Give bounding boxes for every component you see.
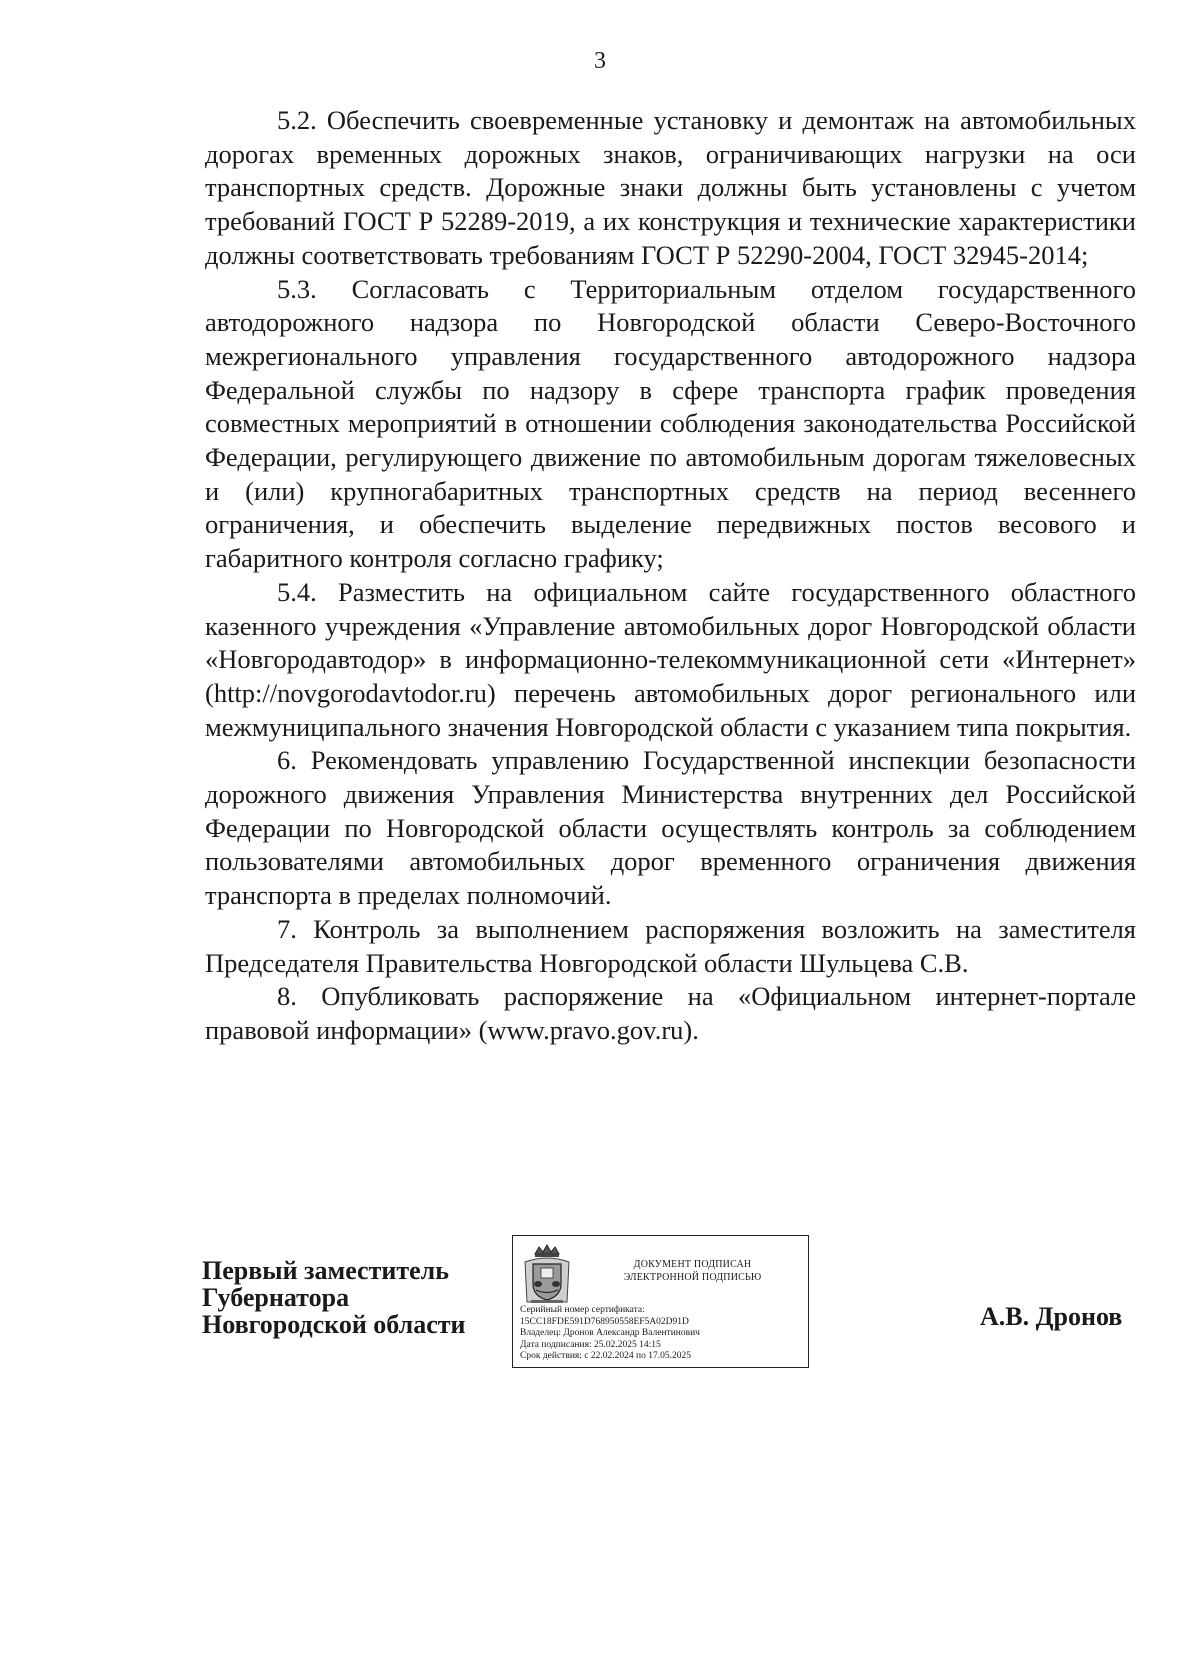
signatory-title-line: Губернатора xyxy=(202,1283,350,1312)
signatory-title-line: Первый заместитель xyxy=(202,1256,449,1285)
stamp-cert-serial: 15CC18FDE591D768950558EF5A02D91D xyxy=(520,1316,689,1327)
stamp-details xyxy=(520,1305,805,1363)
signatory-title xyxy=(202,1257,466,1338)
stamp-signed-date: Дата подписания: 25.02.2025 14:15 xyxy=(520,1339,661,1350)
paragraph-6: 6. Рекомендовать управлению Государственной инспекции безопасности дорожного движения Управления Министерства внутренних дел Российской Федерации по Новгородской области осуществлять контроль за соблюдением пользователями автомобильных дорог временного ограничения движения транспорта в пределах полномочий. xyxy=(205,745,1136,911)
page-number: 3 xyxy=(594,48,606,74)
signatory-name: А.В. Дронов xyxy=(980,1302,1123,1331)
signatory-title-line: Новгородской области xyxy=(202,1310,466,1339)
stamp-validity: Срок действия: с 22.02.2024 по 17.05.2025 xyxy=(520,1351,691,1361)
paragraph-7: 7. Контроль за выполнением распоряжения возложить на заместителя Председателя Правительства Новгородской области Шульцева С.В. xyxy=(205,913,1136,978)
paragraph-8: 8. Опубликовать распоряжение на «Официальном интернет-портале правовой информации» (www.pravo.gov.ru). xyxy=(205,981,1136,1045)
stamp-owner: Владелец: Дронов Александр Валентинович xyxy=(520,1328,700,1338)
paragraph-5-3: 5.3. Согласовать с Территориальным отделом государственного автодорожного надзора по Новгородской области Северо-Восточного межрегионального управления государственного автодорожного надзора Федеральной службы по надзору в сфере транспорта график проведения совместных мероприятий в отношении соблюдения законодательства Российской Федерации, регулирующего движение по автомобильным дорогам тяжеловесных и (или) крупногабаритных транспортных средств на период весеннего ограничения, и обеспечить выделение передвижных постов весового и габаритного контроля согласно графику; xyxy=(205,273,1136,574)
document-body xyxy=(205,104,1136,1048)
stamp-header xyxy=(585,1259,800,1284)
stamp-header-line: ДОКУМЕНТ ПОДПИСАН xyxy=(633,1259,752,1270)
novgorod-coat-of-arms-icon xyxy=(521,1244,573,1306)
electronic-signature-stamp xyxy=(512,1235,809,1368)
stamp-header-line: ЭЛЕКТРОННОЙ ПОДПИСЬЮ xyxy=(623,1271,762,1283)
paragraph-5-2: 5.2. Обеспечить своевременные установку и демонтаж на автомобильных дорогах временных дорожных знаков, ограничивающих нагрузки на оси транспортных средств. Дорожные знаки должны быть установлены с учетом требований ГОСТ Р 52289-2019, а их конструкция и технические характеристики должны соответствовать требованиям ГОСТ Р 52290-2004, ГОСТ 32945-2014; xyxy=(205,105,1136,270)
paragraph-5-4: 5.4. Разместить на официальном сайте государственного областного казенного учреждения «Управление автомобильных дорог Новгородской области «Новгородавтодор» в информационно-телекоммуникационной сети «Интернет» (http://novgorodavtodor.ru) перечень автомобильных дорог регионального или межмуниципального значения Новгородской области с указанием типа покрытия. xyxy=(205,576,1136,742)
stamp-cert-label: Серийный номер сертификата: xyxy=(520,1305,645,1315)
